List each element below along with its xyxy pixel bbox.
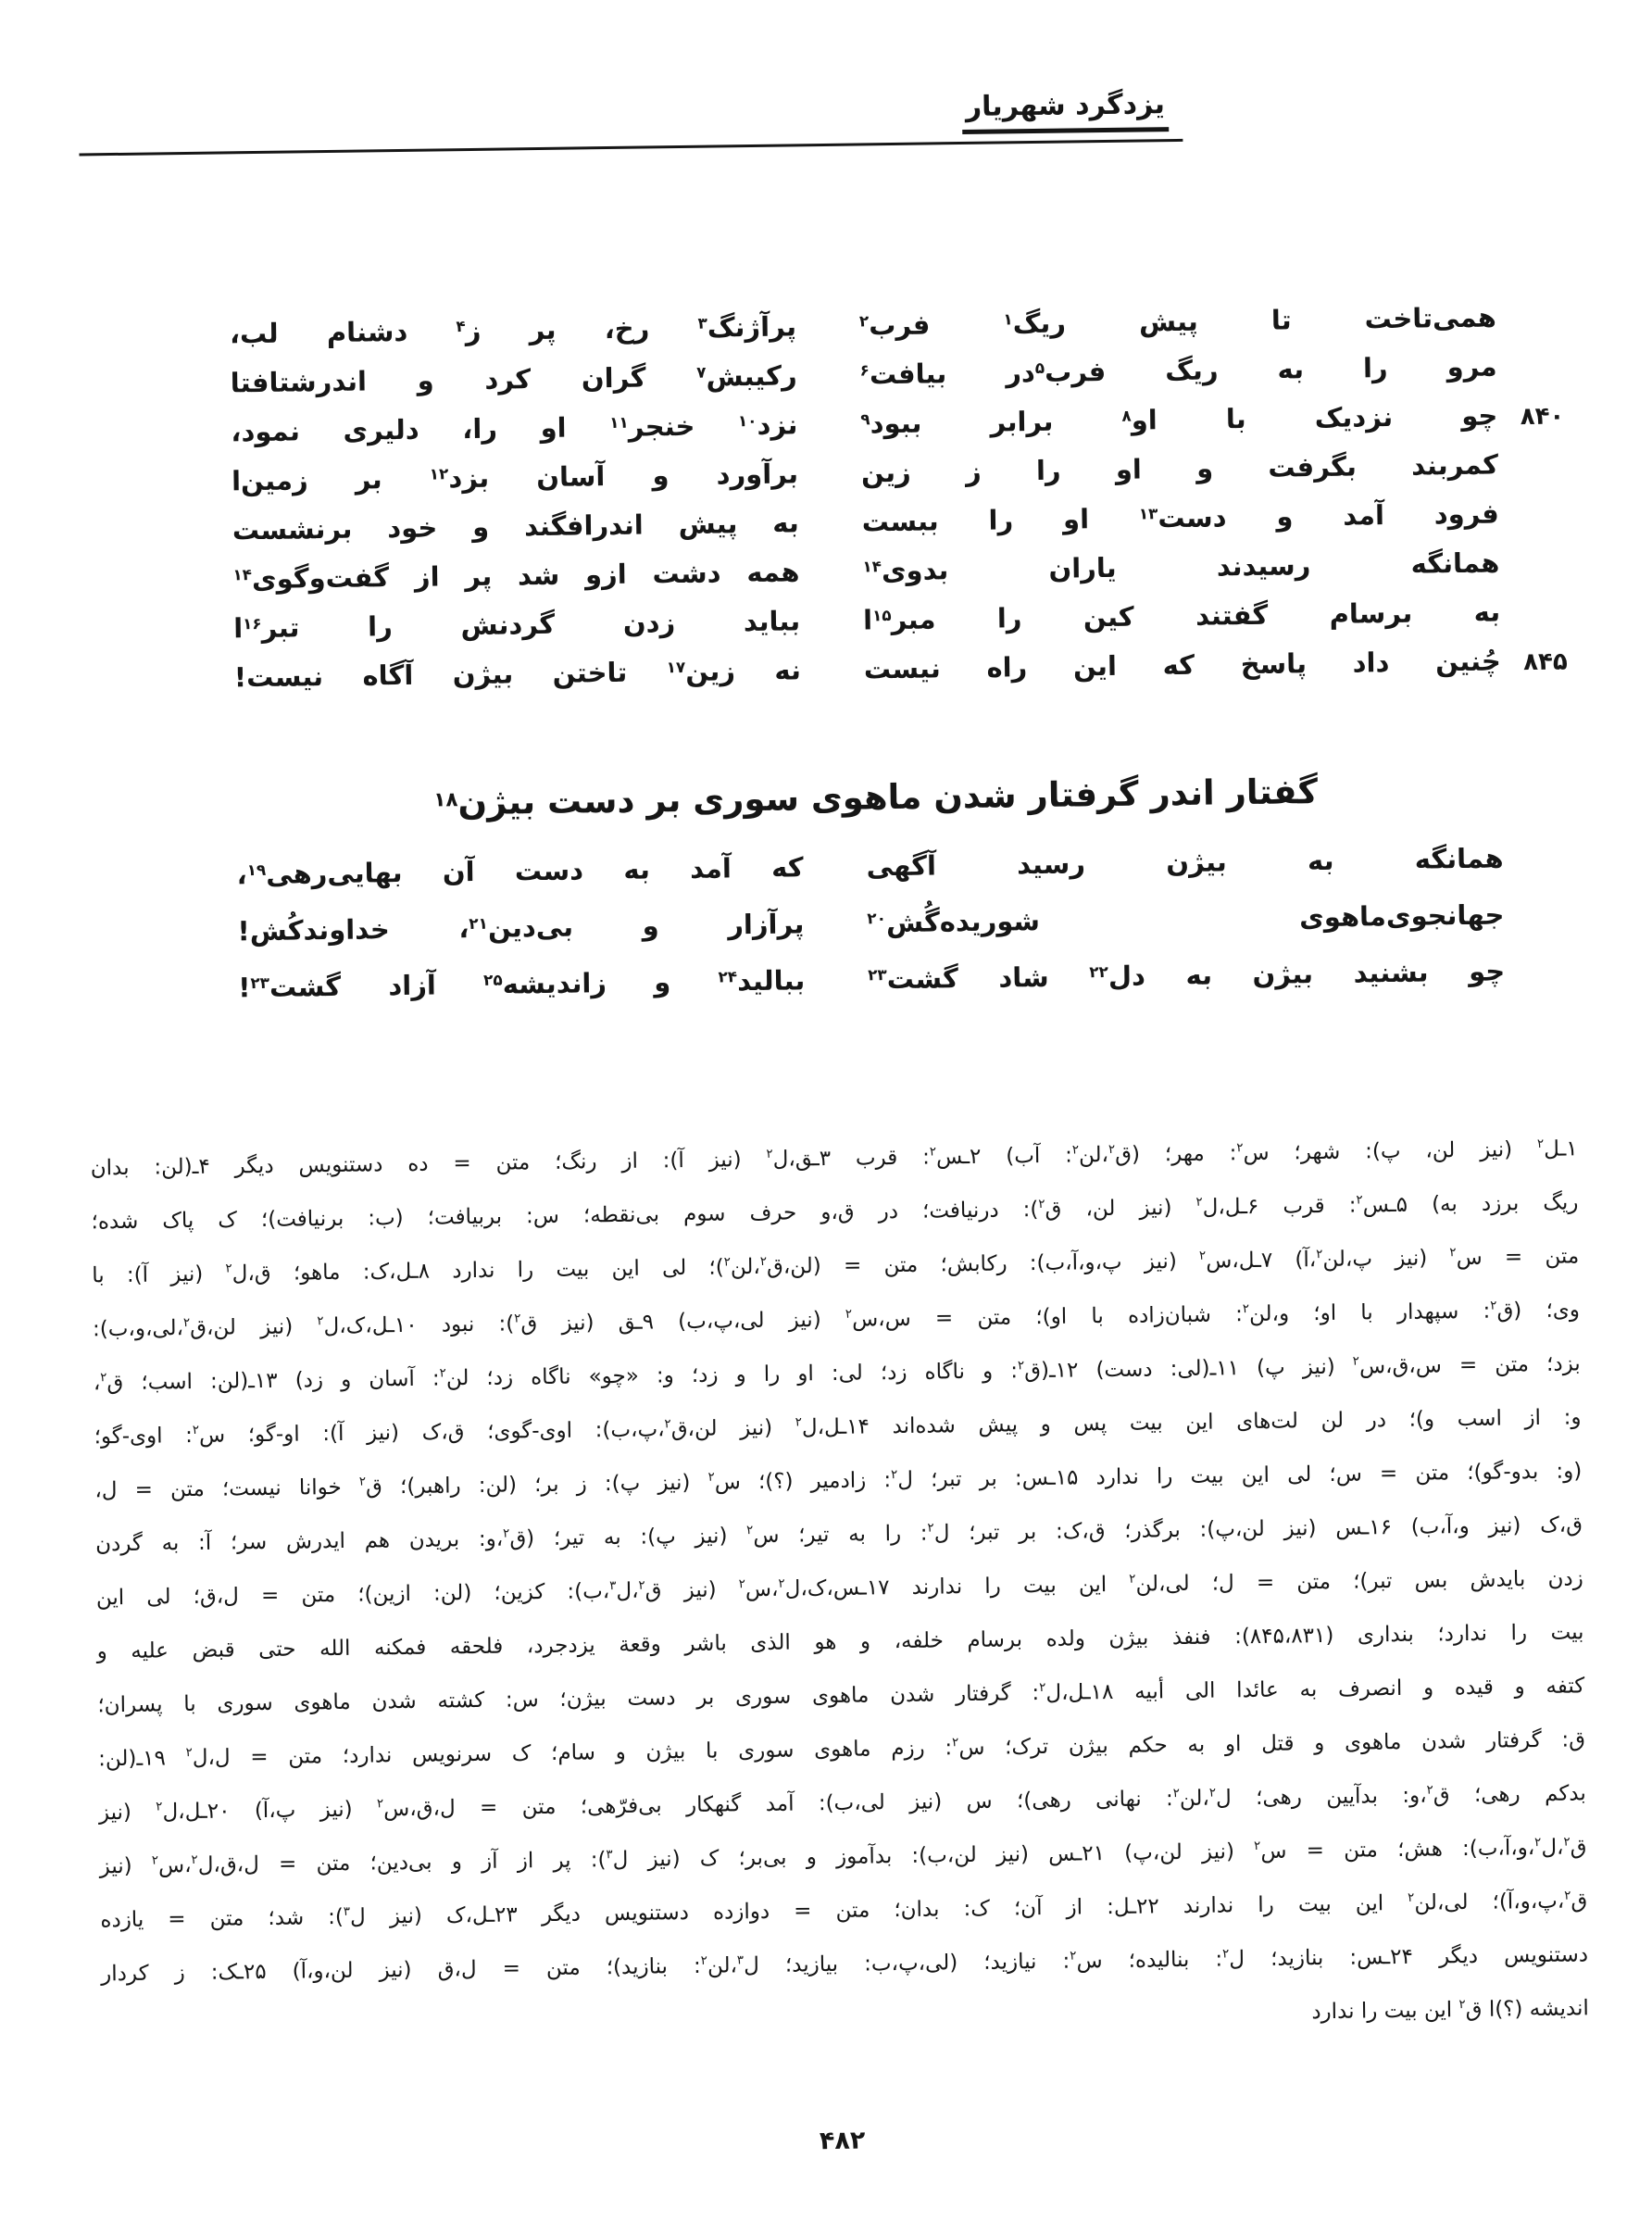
hemistich-second: نه زین$^{۱۷}$ تاختن بیژن آگاه نیست!: [233, 654, 802, 694]
poem-block-2: [236, 842, 1571, 1029]
footnote-line: ق$^۲$،ل$^۲$،و،آ،ب): هش؛ متن = س$^۲$ (نیز لن،پ) ۲۱ـس (نیز لن،ب): بدآموز و بی‌بر؛ ک (نیز ل$^۳$): پر از آز و بی‌دین؛ متن = ل،ق،ل$^۲$،س$^۲$ (نیز: [99, 1835, 1587, 1879]
footnote-line: بزد؛ متن = س،ق،س$^۲$ (نیز پ) ۱۱ـ(لی: دست) ۱۲ـ(ق$^۲$: و ناگاه زد؛ لی: او را و زد؛ و: «چو» ناگاه زد؛ لن$^۲$: آسان و زد) ۱۳ـ(لن: اسب؛ ق$^۲$،: [93, 1351, 1581, 1396]
critical-apparatus: [90, 1125, 1589, 2058]
verse-number: ۸۴۰: [1520, 402, 1565, 432]
poem-block-1: [230, 302, 1568, 712]
hemistich-first: همانگه رسیدند یاران بدوی$^{۱۴}$: [862, 546, 1500, 587]
hemistich-second: نزد$^{۱۰}$ خنجر$^{۱۱}$ او را، دلیری نمود،: [231, 408, 798, 448]
hemistich-first: به برسام گفتند کین را مبر$^{۱۵}$ا: [862, 596, 1501, 636]
footnote-line: متن = س$^۲$ (نیز پ،لن$^۲$،آ) ۷ـل،س$^۲$ (نیز پ،و،آ،ب): رکابش؛ متن = (لن،ق$^۲$،لن$^۲$)؛ لی این بیت را ندارد ۸ـل،ک: ماهو؛ ق،ل$^۲$ (نیز آ): با: [92, 1244, 1580, 1288]
hemistich-second: به پیش اندرافگند و خود برنشست: [232, 507, 799, 546]
footnote-line: ق،ک (نیز و،آ،ب) ۱۶ـس (نیز لن،پ): برگذر؛ ق،ک: بر تبر؛ ل$^۲$: را به تیر؛ س$^۲$ (نیز پ): به تیر؛ (ق$^۲$،و: بریدن هم ایدرش سر؛ آ: به گردن: [94, 1512, 1583, 1557]
hemistich-second: همه دشت ازو شد پر از گفت‌وگوی$^{۱۴}$: [232, 556, 800, 596]
verse-number-slot: [1504, 898, 1571, 902]
footnote-line: ق$^۲$،پ،و،آ)؛ لی،لن$^۲$ این بیت را ندارند ۲۲ـل: از آن؛ ک: بدان؛ متن = دوازده دستنویس دیگر ۲۳ـل،ک (نیز ل$^۳$): شد؛ متن = یازده: [100, 1889, 1588, 1933]
footnote-line: اندیشه (؟)ا ق$^۲$ این بیت را ندارد: [1311, 1996, 1589, 2025]
hemistich-second: پرآژنگ$^۳$ رخ، پر ز$^۴$ دشنام لب،: [229, 310, 797, 350]
verse-number-slot: [1499, 547, 1566, 551]
hemistich-first: همی‌تاخت تا پیش ریگ$^۱$ فرب$^۲$: [858, 301, 1497, 342]
footnote-line: (و: بدو-گو)؛ متن = س؛ لی این بیت را ندارد ۱۵ـس: بر تبر؛ ل$^۲$: زادمیر (؟)؛ س$^۲$ (نیز پ): ز بر؛ (لن: راهبر)؛ ق$^۲$ خوانا نیست؛ متن = ل،: [94, 1459, 1583, 1503]
footnote-line: وی؛ (ق$^۲$: سپهدار با او؛ و،لن$^۲$: شبان‌زاده با او)؛ متن = س،س$^۲$ (نیز لی،پ،ب) ۹ـق (نیز ق$^۲$): نبود ۱۰ـل،ک،ل$^۲$ (نیز لن،ق$^۲$،لی،و،ب):: [92, 1298, 1581, 1342]
footnote-line: ق: گرفتار شدن ماهوی و قتل او به حکم بیژن ترک؛ س$^۲$: رزم ماهوی سوری با بیژن و سام؛ ک سرنویس ندارد؛ متن = ل،ل$^۲$ ۱۹ـ(لن:: [97, 1727, 1586, 1772]
hemistich-first: همانگه به بیژن رسید آگهی: [866, 842, 1504, 883]
verse-number-slot: [1496, 302, 1563, 306]
hemistich-first: کمربند بگرفت و او را ز زین: [860, 448, 1499, 489]
footnote-line: بدکم رهی؛ ق$^۲$،و: بدآیین رهی؛ ل$^۲$،لن$^۲$: نهانی رهی)؛ س (نیز لی،ب): آمد گنهکار بی‌فرّهی؛ متن = ل،ق،س$^۲$ (نیز پ،آ) ۲۰ـل،ل$^۲$ (نیز: [98, 1781, 1586, 1826]
footnote-line: ۱ـل$^۲$ (نیز لن، پ): شهر؛ س$^۲$: مهر؛ (ق$^۲$،لن$^۲$: آب) ۲ـس$^۲$: قرب ۳ـق،ل$^۲$ (نیز آ): از رنگ؛ متن = ده دستنویس دیگر ۴ـ(لن: بدان: [90, 1136, 1578, 1181]
verse-number-slot: [1498, 498, 1565, 502]
verse-number: ۸۴۵: [1522, 647, 1568, 677]
hemistich-second: ببالید$^{۲۴}$ و زاندیشه$^{۲۵}$ آزاد گشت$^{۲۳}$!: [238, 964, 806, 1004]
hemistich-first: چو نزدیک با او$^۸$ برابر ببود$^۹$: [860, 399, 1498, 440]
hemistich-first: مرو را به ریگ فرب$^۵$در بیافت$^۶$: [859, 350, 1497, 391]
verse-number-slot: [1503, 842, 1570, 846]
section-heading: گفتار اندر گرفتار شدن ماهوی سوری بر دست بیژن$^{۱۸}$: [433, 772, 1319, 823]
header-rule: [79, 139, 1183, 157]
verse-number-slot: [1496, 351, 1563, 355]
hemistich-second: رکیبش$^۷$ گران کرد و اندرشتافتا: [230, 359, 797, 399]
hemistich-first: جهانجوی‌ماهوی شوریده‌گُش$^{۲۰}$: [867, 898, 1505, 939]
footnote-line: دستنویس دیگر ۲۴ـس: بنازید؛ ل$^۲$: بنالیده؛ س$^۲$: نیازید؛ (لی،پ،ب: بیازید؛ ل$^۳$،لن$^۲$: بنازید)؛ متن = ل،ق (نیز لن،و،آ) ۲۵ـک: ز کردار: [101, 1942, 1589, 1987]
hemistich-first: چو بشنید بیژن به دل$^{۲۲}$ شاد گشت$^{۲۳}$: [868, 955, 1506, 996]
page-number: ۴۸۲: [819, 2126, 866, 2156]
running-title: یزدگرد شهریار: [962, 88, 1170, 134]
footnote-line: کتفه و قیده و انصرف به عائدا الی أبیه ۱۸ـل،ل$^۲$: گرفتار شدن ماهوی سوری بر دست بیژن؛ س: کشته شدن ماهوی سوری با پسران؛: [97, 1674, 1585, 1718]
verse-number-slot: [1498, 449, 1565, 453]
verse-number-slot: [1500, 596, 1567, 600]
footnote-line: بیت را ندارد؛ بنداری (۸۴۵،۸۳۱): فنفذ بیژن ولده برسام خلفه، و هو الذی باشر وقعة یزدجرد، فلحقه فمکنه الله حتی قبض علیه و: [96, 1620, 1584, 1664]
hemistich-second: برآورد و آسان بزد$^{۱۲}$ بر زمین‌ا: [231, 458, 799, 497]
footnote-line: ریگ برزد به) ۵ـس$^۲$: قرب ۶ـل،ل$^۲$ (نیز لن، ق$^۲$): درنیافت؛ در ق،و حرف سوم بی‌نقطه؛ س: بربیافت؛ (ب: برنیافت)؛ ک پاک شده؛: [91, 1190, 1579, 1235]
hemistich-second: بباید زدن گردنش را تبر$^{۱۶}$ا: [232, 605, 801, 645]
hemistich-second: که آمد به دست آن بهایی‌رهی$^{۱۹}$،: [236, 851, 804, 891]
hemistich-second: پرآزار و بی‌دین$^{۲۱}$، خداوندکُش!: [237, 908, 805, 948]
footnote-line: و: از اسب و)؛ در لن لت‌های این بیت پس و پیش شده‌اند ۱۴ـل،ل$^۲$ (نیز لن،ق$^۲$،پ،ب): اوی-گوی؛ ق،ک (نیز آ): او-گو؛ س$^۲$: اوی-گو؛: [94, 1405, 1582, 1450]
hemistich-first: چُنین داد پاسخ که این راه نیست: [863, 645, 1501, 685]
footnote-line: زدن بایدش بس تبر)؛ متن = ل؛ لی،لن$^۲$ این بیت را ندارند ۱۷ـس،ک،ل$^۲$،س$^۲$ (نیز ق$^۲$،ل$^۳$،ب): کزین؛ (لن: ازین)؛ متن = ل،ق؛ لی این: [95, 1566, 1583, 1611]
verse-number-slot: [1505, 955, 1571, 959]
hemistich-first: فرود آمد و دست$^{۱۳}$ او را ببست: [861, 497, 1499, 538]
